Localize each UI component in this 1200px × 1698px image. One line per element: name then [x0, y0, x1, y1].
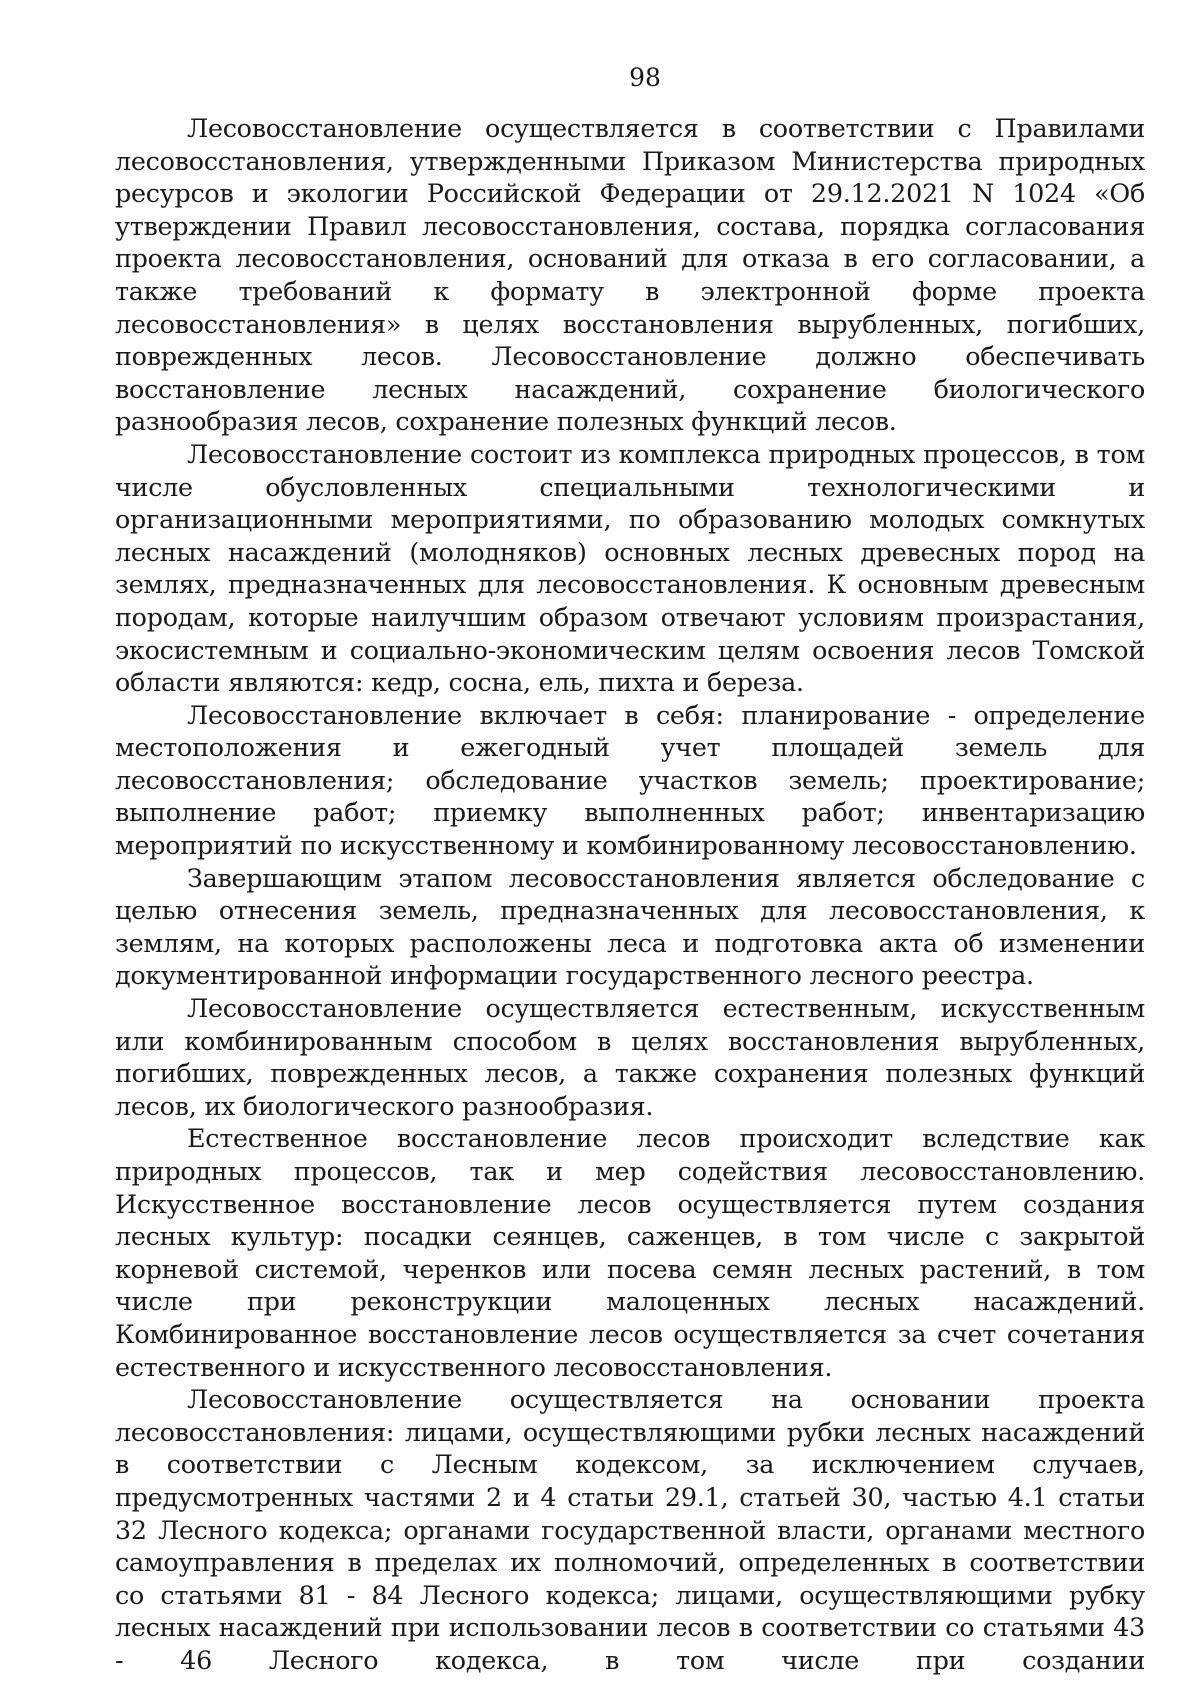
paragraph-reforestation-rules: Лесовосстановление осуществляется в соответствии с Правилами лесовосстановления, утвержденными Приказом Министерства природных ресурсов и экологии Российской Федерации от 29.12.2021 N 1024 «Об утверждении Правил лесовосстановления, состава, порядка согласования проекта лесовосстановления, оснований для отказа в его согласовании, а также требований к формату в электронной форме проекта лесовосстановления» в целях восстановления вырубленных, погибших, поврежденных лесов. Лесовосстановление должно обеспечивать восстановление лесных насаждений, сохранение биологического разнообразия лесов, сохранение полезных функций лесов.: [115, 113, 1145, 437]
document-page: [115, 62, 1145, 1677]
paragraph-final-stage: Завершающим этапом лесовосстановления является обследование с целью отнесения земель, предназначенных для лесовосстановления, к землям, на которых расположены леса и подготовка акта об изменении документированной информации государственного лесного реестра.: [115, 862, 1145, 991]
paragraph-reforestation-includes: Лесовосстановление включает в себя: планирование - определение местоположения и ежегодный учет площадей земель для лесовосстановления; обследование участков земель; проектирование; выполнение работ; приемку выполненных работ; инвентаризацию мероприятий по искусственному и комбинированному лесовосстановлению.: [115, 699, 1145, 861]
paragraph-methods: Лесовосстановление осуществляется естественным, искусственным или комбинированным способом в целях восстановления вырубленных, погибших, поврежденных лесов, а также сохранения полезных функций лесов, их биологического разнообразия.: [115, 993, 1145, 1121]
paragraph-reforestation-composition: Лесовосстановление состоит из комплекса природных процессов, в том числе обусловленных специальными технологическими и организационными мероприятиями, по образованию молодых сомкнутых лесных насаждений (молодняков) основных лесных древесных пород на землях, предназначенных для лесовосстановления. К основным древесным породам, которые наилучшим образом отвечают условиям произрастания, экосистемным и социально-экономическим целям освоения лесов Томской области являются: кедр, сосна, ель, пихта и береза.: [115, 438, 1145, 698]
page-number: 98: [629, 63, 661, 92]
paragraph-natural-artificial: Естественное восстановление лесов происходит вследствие как природных процессов, так и мер содействия лесовосстановлению. Искусственное восстановление лесов осуществляется путем создания лесных культур: посадки сеянцев, саженцев, в том числе с закрытой корневой системой, черенков или посева семян лесных растений, в том числе при реконструкции малоценных лесных насаждений. Комбинированное восстановление лесов осуществляется за счет сочетания естественного и искусственного лесовосстановления.: [115, 1123, 1145, 1382]
paragraph-project-basis: Лесовосстановление осуществляется на основании проекта лесовосстановления: лицами, осуществляющими рубки лесных насаждений в соответствии с Лесным кодексом, за исключением случаев, предусмотренных частями 2 и 4 статьи 29.1, статьей 30, частью 4.1 статьи 32 Лесного кодекса; органами государственной власти, органами местного самоуправления в пределах их полномочий, определенных в соответствии со статьями 81 - 84 Лесного кодекса; лицами, осуществляющими рубку лесных насаждений при использовании лесов в соответствии со статьями 43 - 46 Лесного кодекса, в том числе при создании: [115, 1384, 1145, 1675]
